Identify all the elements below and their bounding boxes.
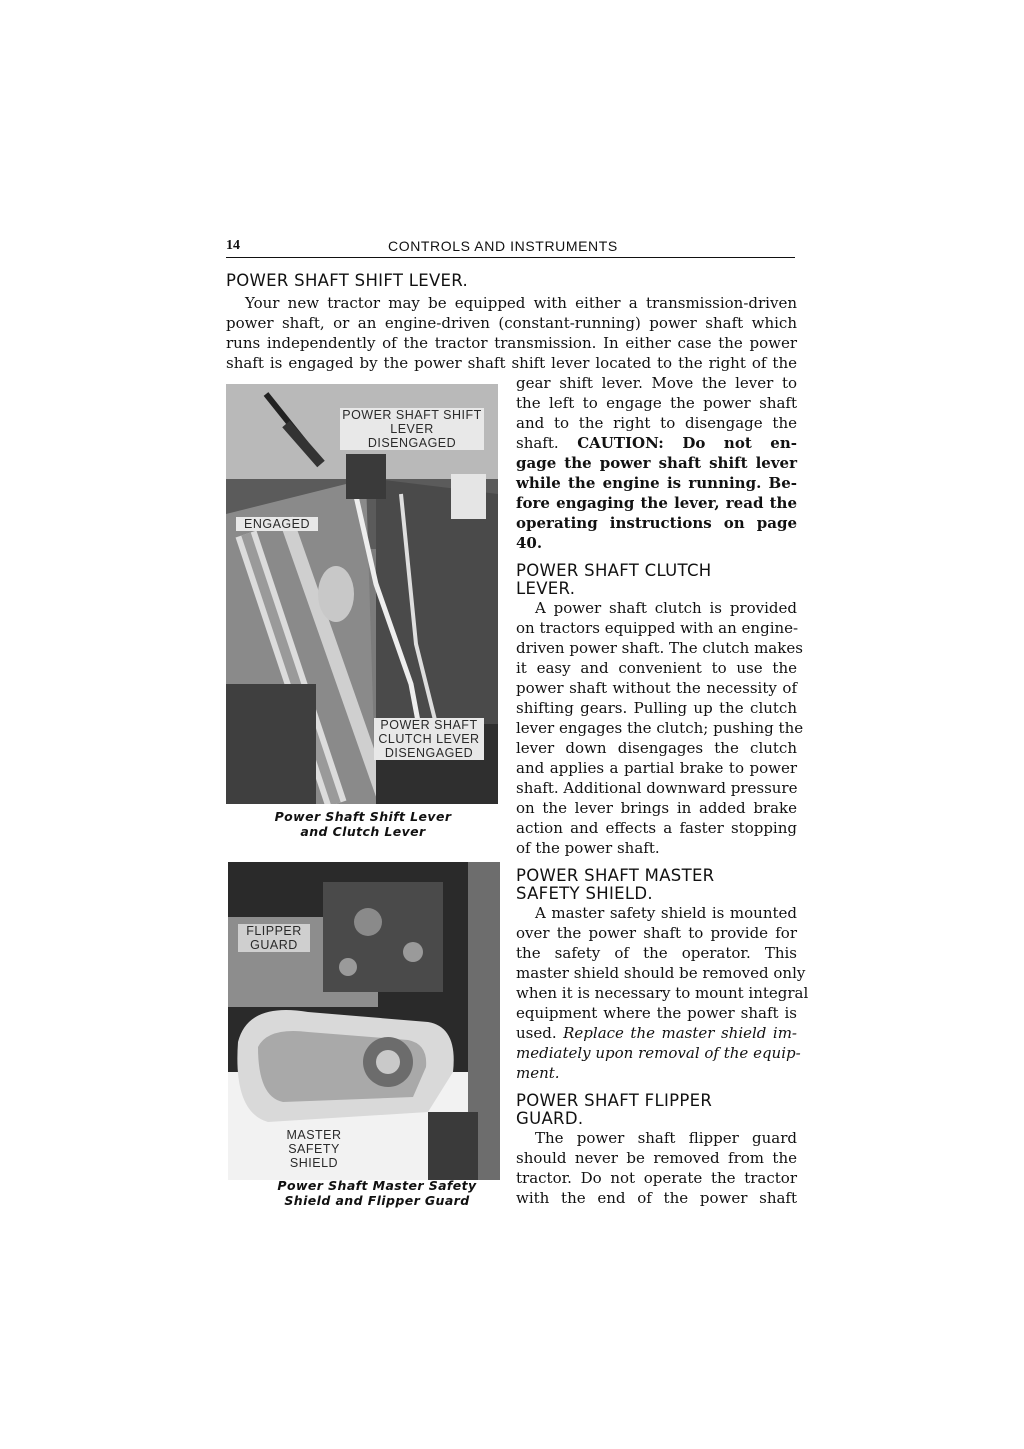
paragraph-line: runs independently of the tractor transmission. In either case the power [226, 334, 797, 352]
caution-line: while the engine is running. Be- [516, 474, 797, 492]
paragraph-line: the safety of the operator. This [516, 944, 797, 962]
paragraph-line: driven power shaft. The clutch makes [516, 639, 803, 657]
paragraph-line: and applies a partial brake to power [516, 759, 797, 777]
paragraph-line: power shaft, or an engine-driven (constant-running) power shaft which [226, 314, 797, 332]
paragraph-line: action and effects a faster stopping [516, 819, 797, 837]
shift-lever-paragraph-full [226, 293, 797, 373]
heading-line: SAFETY SHIELD. [516, 884, 653, 903]
clutch-lever-label [374, 718, 484, 760]
photo-illustration [228, 862, 500, 1180]
flipper-guard-heading [516, 1092, 712, 1128]
heading-line: GUARD. [516, 1109, 584, 1128]
paragraph-line: on tractors equipped with an engine- [516, 619, 799, 637]
flipper-guard-label [238, 924, 310, 952]
label-line: DISENGAGED [367, 436, 457, 450]
header-rule [226, 257, 795, 258]
heading-line: POWER SHAFT MASTER [516, 866, 715, 885]
paragraph-word: shaft. [516, 434, 559, 452]
caution-label: CAUTION: [577, 434, 664, 452]
master-shield-photo [228, 862, 500, 1180]
page-number: 14 [226, 238, 240, 253]
paragraph-line: on the lever brings in added brake [516, 799, 797, 817]
label-line: SAFETY [288, 1142, 340, 1156]
heading-line: LEVER. [516, 579, 576, 598]
paragraph-line: gear shift lever. Move the lever to [516, 374, 797, 392]
label-line: DISENGAGED [384, 746, 474, 760]
label-line: POWER SHAFT [380, 718, 478, 732]
paragraph-line: should never be removed from the [516, 1149, 797, 1167]
running-header: CONTROLS AND INSTRUMENTS [388, 238, 618, 254]
paragraph-line: shifting gears. Pulling up the clutch [516, 699, 797, 717]
caution-line: operating instructions on page [516, 514, 797, 532]
paragraph-line: with the end of the power shaft [516, 1189, 797, 1207]
master-shield-label [284, 1128, 344, 1170]
caution-line [516, 433, 797, 453]
paragraph-line: tractor. Do not operate the tractor [516, 1169, 797, 1187]
paragraph-line: shaft. Additional downward pressure [516, 779, 798, 797]
paragraph-line: A power shaft clutch is provided [535, 599, 797, 617]
top-figure-caption [258, 809, 468, 839]
clutch-lever-paragraph [516, 598, 804, 858]
caution-line: gage the power shaft shift lever [516, 454, 797, 472]
caution-line: 40. [516, 534, 543, 552]
label-line: POWER SHAFT SHIFT [342, 408, 482, 422]
paragraph-line: the left to engage the power shaft [516, 394, 797, 412]
italic-line: ment. [516, 1064, 560, 1082]
master-shield-heading [516, 867, 714, 903]
paragraph-word: used. [516, 1024, 557, 1042]
italic-line: mediately upon removal of the equip- [516, 1044, 801, 1062]
bottom-figure-caption [262, 1178, 492, 1208]
label-line: CLUTCH LEVER [378, 732, 480, 746]
label-line: GUARD [250, 938, 298, 952]
caption-line: Shield and Flipper Guard [284, 1193, 470, 1208]
paragraph-line: lever engages the clutch; pushing the [516, 719, 804, 737]
paragraph-line: master shield should be removed only [516, 964, 806, 982]
shift-lever-photo [226, 384, 498, 804]
master-shield-paragraph [516, 903, 809, 1083]
caption-line: Power Shaft Shift Lever [274, 809, 452, 824]
paragraph-line: shaft is engaged by the power shaft shift lever located to the right of the [226, 354, 797, 372]
caption-line: Power Shaft Master Safety [277, 1178, 477, 1193]
shift-lever-paragraph-column [516, 373, 797, 553]
label-line: FLIPPER [246, 924, 302, 938]
paragraph-line: equipment where the power shaft is [516, 1004, 797, 1022]
italic-text: Replace the master shield im- [563, 1024, 797, 1042]
caution-text: Do not en- [682, 434, 797, 452]
caption-line: and Clutch Lever [300, 824, 426, 839]
shift-lever-heading: POWER SHAFT SHIFT LEVER. [226, 271, 469, 290]
paragraph-line: it easy and convenient to use the [516, 659, 797, 677]
paragraph-line: of the power shaft. [516, 839, 660, 857]
label-line: MASTER [286, 1128, 342, 1142]
label-line: LEVER [390, 422, 434, 436]
paragraph-line: A master safety shield is mounted [535, 904, 797, 922]
paragraph-line [516, 1023, 797, 1043]
shift-lever-label [340, 408, 484, 450]
engaged-label: ENGAGED [236, 517, 318, 531]
paragraph-line: and to the right to disengage the [516, 414, 797, 432]
flipper-guard-paragraph [516, 1128, 797, 1208]
paragraph-line: The power shaft flipper guard [535, 1129, 797, 1147]
paragraph-line: when it is necessary to mount integral [516, 984, 809, 1002]
paragraph-line: over the power shaft to provide for [516, 924, 797, 942]
label-line: SHIELD [289, 1156, 339, 1170]
paragraph-line: lever down disengages the clutch [516, 739, 797, 757]
clutch-lever-heading [516, 562, 712, 598]
caution-line: fore engaging the lever, read the [516, 494, 797, 512]
heading-line: POWER SHAFT FLIPPER [516, 1091, 713, 1110]
paragraph-line: Your new tractor may be equipped with either a transmission-driven [245, 294, 797, 312]
paragraph-line: power shaft without the necessity of [516, 679, 797, 697]
heading-line: POWER SHAFT CLUTCH [516, 561, 712, 580]
